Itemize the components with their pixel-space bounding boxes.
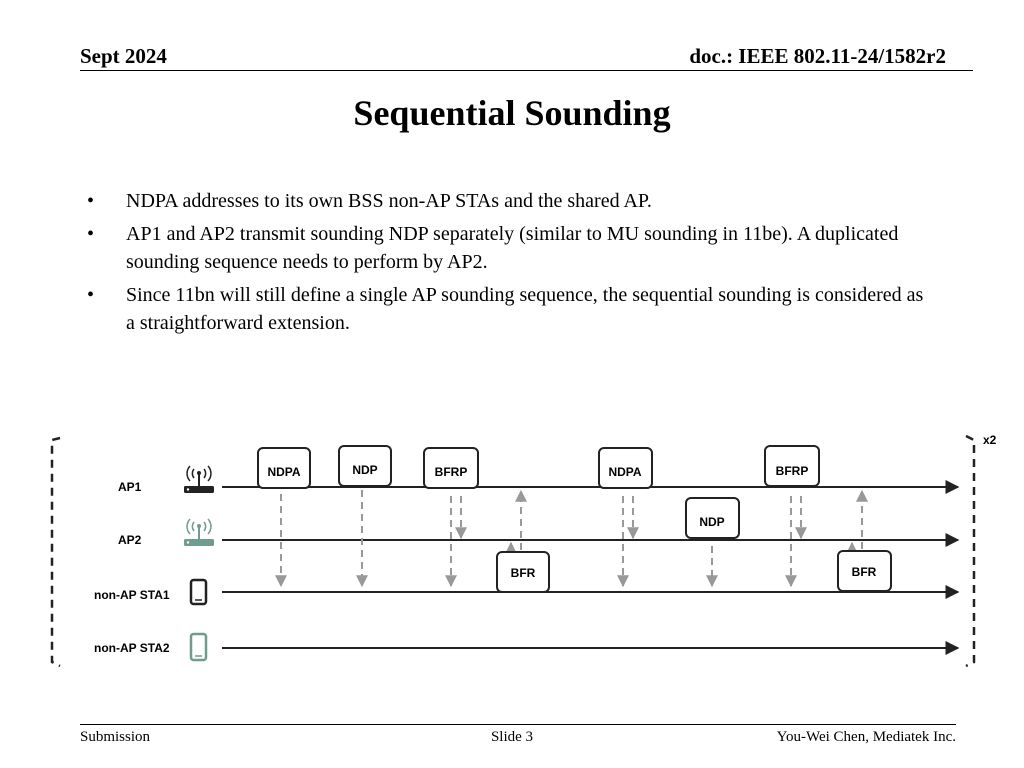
bullet-marker: • [87, 190, 95, 212]
bullet-item [87, 187, 937, 215]
row-label-ap1: AP1 [118, 480, 142, 494]
footer-rule [80, 724, 956, 725]
row-label-ap2: AP2 [118, 533, 142, 547]
frame-box-bfrp [765, 446, 819, 486]
frame-label: BFR [510, 566, 536, 580]
footer-slide-number: Slide 3 [490, 729, 534, 745]
frame-label: NDP [352, 463, 378, 477]
frame-label: BFRP [434, 465, 468, 479]
header-doc-id: doc.: IEEE 802.11-24/1582r2 [689, 44, 946, 68]
bullet-marker: • [87, 223, 95, 245]
bullet-text: AP1 and AP2 transmit sounding NDP separately (similar to MU sounding in 11be). A duplicated sounding sequence needs to perform by AP2. [126, 223, 899, 273]
frame-box-ndp [686, 498, 739, 538]
row-label-sta1: non-AP STA1 [94, 588, 170, 602]
frame-label: BFRP [775, 464, 809, 478]
router-icon [184, 466, 214, 493]
bullet-text: NDPA addresses to its own BSS non-AP STAs and the shared AP. [126, 190, 652, 212]
frame-label: NDPA [608, 465, 642, 479]
frame-box-ndp [339, 446, 391, 486]
frame-label: NDPA [267, 465, 301, 479]
bullet-list [87, 187, 937, 342]
frame-box-ndpa [599, 448, 652, 488]
phone-icon [191, 580, 206, 604]
slide-title: Sequential Sounding [353, 93, 671, 133]
frame-box-bfrp [424, 448, 478, 488]
frame-label: NDP [699, 515, 725, 529]
frame-box-bfr [838, 551, 891, 591]
row-label-sta2: non-AP STA2 [94, 641, 170, 655]
router-icon [184, 519, 214, 546]
header-date: Sept 2024 [80, 44, 167, 68]
repeat-count-label: x2 [983, 433, 997, 447]
bullet-item [87, 220, 937, 276]
bullet-item [87, 281, 937, 337]
bullet-marker: • [87, 284, 95, 306]
header-rule [80, 70, 973, 71]
repeat-bracket-right [966, 436, 974, 666]
phone-icon [191, 634, 206, 660]
sounding-sequence-diagram [0, 420, 1024, 680]
frame-box-bfr [497, 552, 549, 592]
frame-label: BFR [851, 565, 877, 579]
repeat-bracket-left [52, 438, 60, 666]
footer-author: You-Wei Chen, Mediatek Inc. [776, 729, 956, 745]
frame-box-ndpa [258, 448, 310, 488]
footer-submission: Submission [80, 729, 151, 745]
bullet-text: Since 11bn will still define a single AP sounding sequence, the sequential sounding is considered as a straightforward extension. [126, 284, 924, 334]
